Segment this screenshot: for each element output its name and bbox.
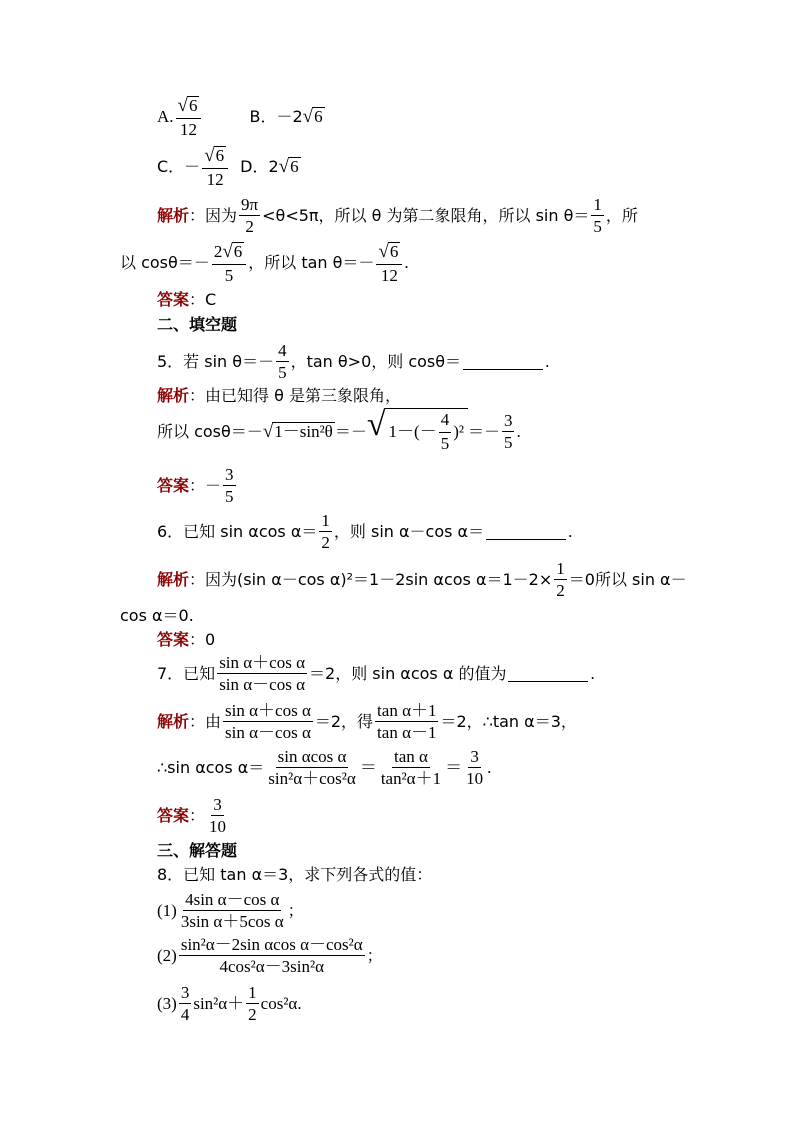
fraction-3-5: $\frac{3}{5}$ bbox=[225, 465, 234, 506]
solution-4-line-1: 解析 ：因为 $\frac{9\pi}{2}$ <θ<5π，所以 θ 为第二象限角，所以 sin θ＝ $\frac{1}{5}$ ，所 bbox=[157, 195, 638, 236]
fraction-sincos-over-sum: $\frac{\text{sin αcos α}}{\text{sin²α＋cos²α}}$ bbox=[268, 747, 356, 788]
option-b-label: B．－2 bbox=[249, 106, 303, 126]
solution-6-line-2: cos α＝0. bbox=[120, 606, 194, 625]
fraction-3-10: $\frac{3}{10}$ bbox=[466, 747, 484, 788]
fraction-1-5: $\frac{1}{5}$ bbox=[593, 195, 602, 236]
answer-blank[interactable] bbox=[486, 524, 566, 540]
fraction-4-5: $\frac{4}{5}$ bbox=[278, 341, 287, 382]
option-row-ab bbox=[157, 96, 325, 138]
solution-5-line-1: 解析 ：由已知得 θ 是第三象限角， bbox=[157, 386, 401, 405]
question-8-part-3: (3) $\frac{3}{4}$ sin²α＋ $\frac{1}{2}$ cos²α. bbox=[157, 983, 302, 1024]
answer-4: 答案 ：C bbox=[157, 290, 217, 309]
option-a-fraction: √ 6 12 bbox=[176, 96, 202, 138]
fraction-3-4: $\frac{3}{4}$ bbox=[180, 983, 190, 1024]
sqrt-nested: √ 1－ (－ $\frac{4}{5}$ )² bbox=[367, 408, 468, 455]
sqrt-1-minus-sin2: √ 1－sin²θ bbox=[262, 420, 333, 442]
solution-label: 解析 bbox=[157, 386, 190, 405]
question-8-part-1: (1) $\frac{\text{4sin α－cos α}}{\text{3sin α＋5cos α}}$ ； bbox=[157, 890, 304, 931]
option-d-label: D．2 bbox=[240, 156, 279, 176]
answer-7: 答案 ： $\frac{3}{10}$ bbox=[157, 795, 227, 836]
solution-7-line-2: ∴sin αcos α＝ $\frac{\text{sin αcos α}}{\text{sin²α＋cos²α}}$ ＝ $\frac{\text{tan α}}{\text{tan²α＋1}}$ ＝ $\frac{3}{10}$ . bbox=[157, 747, 492, 788]
solution-6-line-1: 解析 ：因为(sin α－cos α)²＝1－2sin αcos α＝1－2× $\frac{1}{2}$ ＝0所以 sin α－ bbox=[157, 559, 687, 600]
section-heading-solve: 三、解答题 bbox=[157, 841, 238, 860]
solution-label: 解析 bbox=[157, 711, 190, 731]
answer-6: 答案 ：0 bbox=[157, 630, 216, 649]
fraction-3-5: $\frac{3}{5}$ bbox=[503, 411, 513, 453]
expression-2: $\frac{\text{sin²α－2sin αcos α－cos²α}}{\text{4cos²α－3sin²α}}$ bbox=[180, 935, 363, 976]
solution-7-line-1: 解析 ：由 $\frac{\text{sin α＋cos α}}{\text{sin α－cos α}}$ ＝2，得 $\frac{\text{tan α＋1}}{\text{tan α－1}}$ ＝2，∴tan α＝3， bbox=[157, 701, 577, 742]
option-c-fraction: √ 6 12 bbox=[202, 146, 228, 188]
answer-label: 答案 bbox=[157, 475, 190, 495]
expression-1: $\frac{\text{4sin α－cos α}}{\text{3sin α＋5cos α}}$ bbox=[180, 890, 284, 931]
fraction-sin-cos: $\frac{\text{sin α＋cos α}}{\text{sin α－cos α}}$ bbox=[219, 653, 306, 694]
question-7: 7．已知 $\frac{\text{sin α＋cos α}}{\text{sin α－cos α}}$ ＝2，则 sin αcos α 的值为 . bbox=[157, 653, 595, 694]
solution-4-line-2: 以 cosθ＝－ 2 √ 6 5 ，所以 tan θ＝－ √ 6 12 . bbox=[120, 241, 409, 285]
answer-blank[interactable] bbox=[508, 666, 588, 682]
solution-label: 解析 bbox=[157, 205, 190, 225]
answer-label: 答案 bbox=[157, 290, 190, 309]
answer-blank[interactable] bbox=[463, 354, 543, 370]
question-8-part-2: (2) $\frac{\text{sin²α－2sin αcos α－cos²α}}{\text{4cos²α－3sin²α}}$ ； bbox=[157, 935, 383, 976]
fraction-3-10: $\frac{3}{10}$ bbox=[209, 795, 227, 836]
section-heading-fill-in: 二、填空题 bbox=[157, 315, 238, 334]
option-row-cd bbox=[157, 146, 301, 188]
solution-label: 解析 bbox=[157, 569, 190, 589]
answer-label: 答案 bbox=[157, 805, 190, 825]
fraction-9pi-2: $\frac{9\pi}{2}$ bbox=[241, 195, 259, 236]
answer-5: 答案 ：－ $\frac{3}{5}$ bbox=[157, 465, 234, 506]
solution-5-line-2: 所以 cosθ＝－ √ 1－sin²θ ＝－ √ 1－ (－ $\frac{4}{5}$ )² ＝－ $\frac{3}{5}$ . bbox=[157, 408, 521, 455]
option-b-sqrt: √ 6 bbox=[302, 106, 323, 127]
fraction-sin-cos: $\frac{\text{sin α＋cos α}}{\text{sin α－cos α}}$ bbox=[225, 701, 311, 742]
question-6: 6．已知 sin αcos α＝ $\frac{1}{2}$ ，则 sin α－cos α＝ . bbox=[157, 511, 573, 552]
fraction-2sqrt6-5: 2 √ 6 5 bbox=[212, 242, 246, 284]
option-c-label: C．－ bbox=[157, 156, 201, 176]
fraction-1-2: $\frac{1}{2}$ bbox=[556, 559, 565, 600]
fraction-1-2: $\frac{1}{2}$ bbox=[321, 511, 330, 552]
option-a-label: A. bbox=[157, 107, 174, 127]
fraction-sqrt6-12: √ 6 12 bbox=[376, 242, 402, 284]
question-5: 5．若 sin θ＝－ $\frac{4}{5}$ ，tan θ>0，则 cosθ＝ . bbox=[157, 341, 550, 382]
fraction-tan: $\frac{\text{tan α＋1}}{\text{tan α－1}}$ bbox=[377, 701, 437, 742]
fraction-tan-over-tan2: $\frac{\text{tan α}}{\text{tan²α＋1}}$ bbox=[380, 747, 442, 788]
answer-label: 答案 bbox=[157, 630, 190, 649]
option-d-sqrt: √ 6 bbox=[278, 156, 299, 177]
question-8: 8．已知 tan α＝3，求下列各式的值： bbox=[157, 865, 433, 884]
fraction-1-2: $\frac{1}{2}$ bbox=[248, 983, 257, 1024]
